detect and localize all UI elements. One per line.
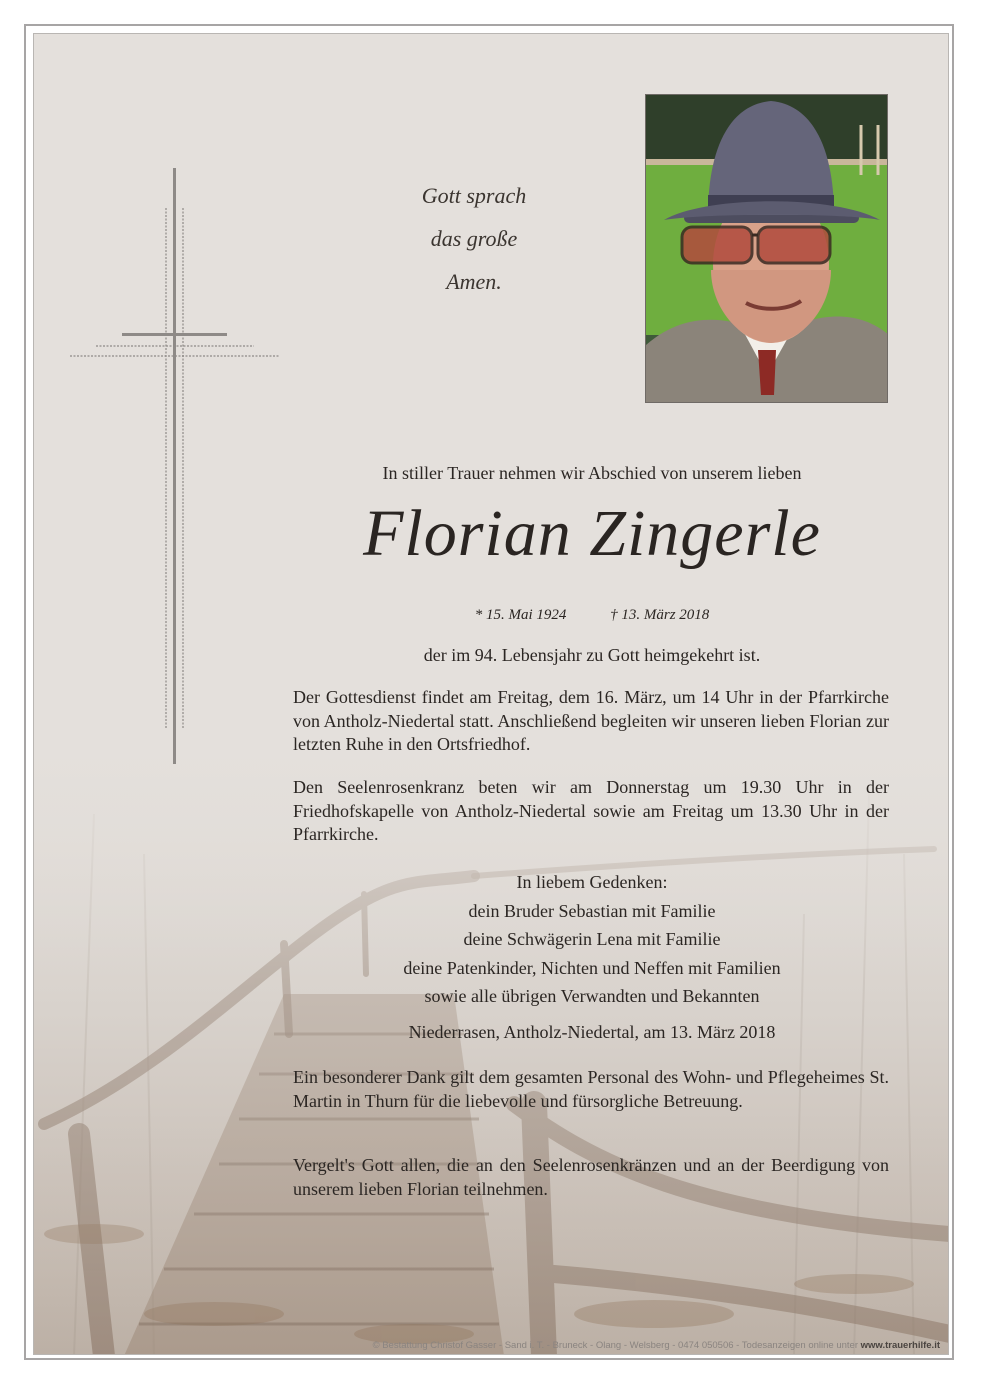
footer-text: © Bestattung Christof Gasser - Sand i. T. - Bruneck - Olang - Welsberg - 0474 050506 - Todesanzeigen online unter xyxy=(372,1340,858,1351)
footer-link[interactable]: www.trauerhilfe.it xyxy=(860,1340,940,1351)
mourner-line: sowie alle übrigen Verwandten und Bekannten xyxy=(424,986,760,1006)
closing-paragraph: Vergelt's Gott allen, die an den Seelenrosenkränzen und an der Beerdigung von unserem lieben Florian teilnehmen. xyxy=(293,1155,889,1199)
mourners-list xyxy=(292,868,892,1011)
mourner-line: dein Bruder Sebastian mit Familie xyxy=(468,900,716,921)
verse-line: Gott sprach xyxy=(421,183,527,208)
mourner-line: deine Patenkinder, Nichten und Neffen mit Familien xyxy=(403,957,781,978)
footer-credit xyxy=(284,1340,940,1351)
thanks-paragraph: Ein besonderer Dank gilt dem gesamten Personal des Wohn- und Pflegeheimes St. Martin in Thurn für die liebevolle und fürsorgliche Betreuung. xyxy=(293,1067,889,1111)
deceased-portrait xyxy=(645,94,888,403)
death-date: † 13. März 2018 xyxy=(610,607,710,623)
age-line: der im 94. Lebensjahr zu Gott heimgekehrt ist. xyxy=(423,645,761,665)
verse-line: das große xyxy=(430,226,518,251)
mourner-line: deine Schwägerin Lena mit Familie xyxy=(463,929,721,949)
obituary-card xyxy=(33,33,949,1355)
intro-line: In stiller Trauer nehmen wir Abschied von unserem lieben xyxy=(382,463,802,483)
place-date: Niederrasen, Antholz-Niedertal, am 13. März 2018 xyxy=(408,1022,776,1042)
life-dates xyxy=(292,607,892,624)
rosary-paragraph: Den Seelenrosenkranz beten wir am Donnerstag um 19.30 Uhr in der Friedhofskapelle von Antholz-Niedertal sowie am Freitag um 13.30 Uhr in der Pfarrkirche. xyxy=(293,777,889,844)
cross-icon xyxy=(70,168,280,768)
mourners-heading: In liebem Gedenken: xyxy=(516,872,668,892)
portrait-photo xyxy=(646,95,888,403)
funeral-paragraph: Der Gottesdienst findet am Freitag, dem 16. März, um 14 Uhr in der Pfarrkirche von Antholz-Niedertal statt. Anschließend begleiten wir unseren lieben Florian zur letzten Ruhe in den Ortsfriedhof. xyxy=(293,687,889,754)
verse-line: Amen. xyxy=(446,269,502,294)
bible-verse xyxy=(364,174,584,303)
birth-date: * 15. Mai 1924 xyxy=(474,607,567,623)
deceased-name: Florian Zingerle xyxy=(363,497,821,570)
